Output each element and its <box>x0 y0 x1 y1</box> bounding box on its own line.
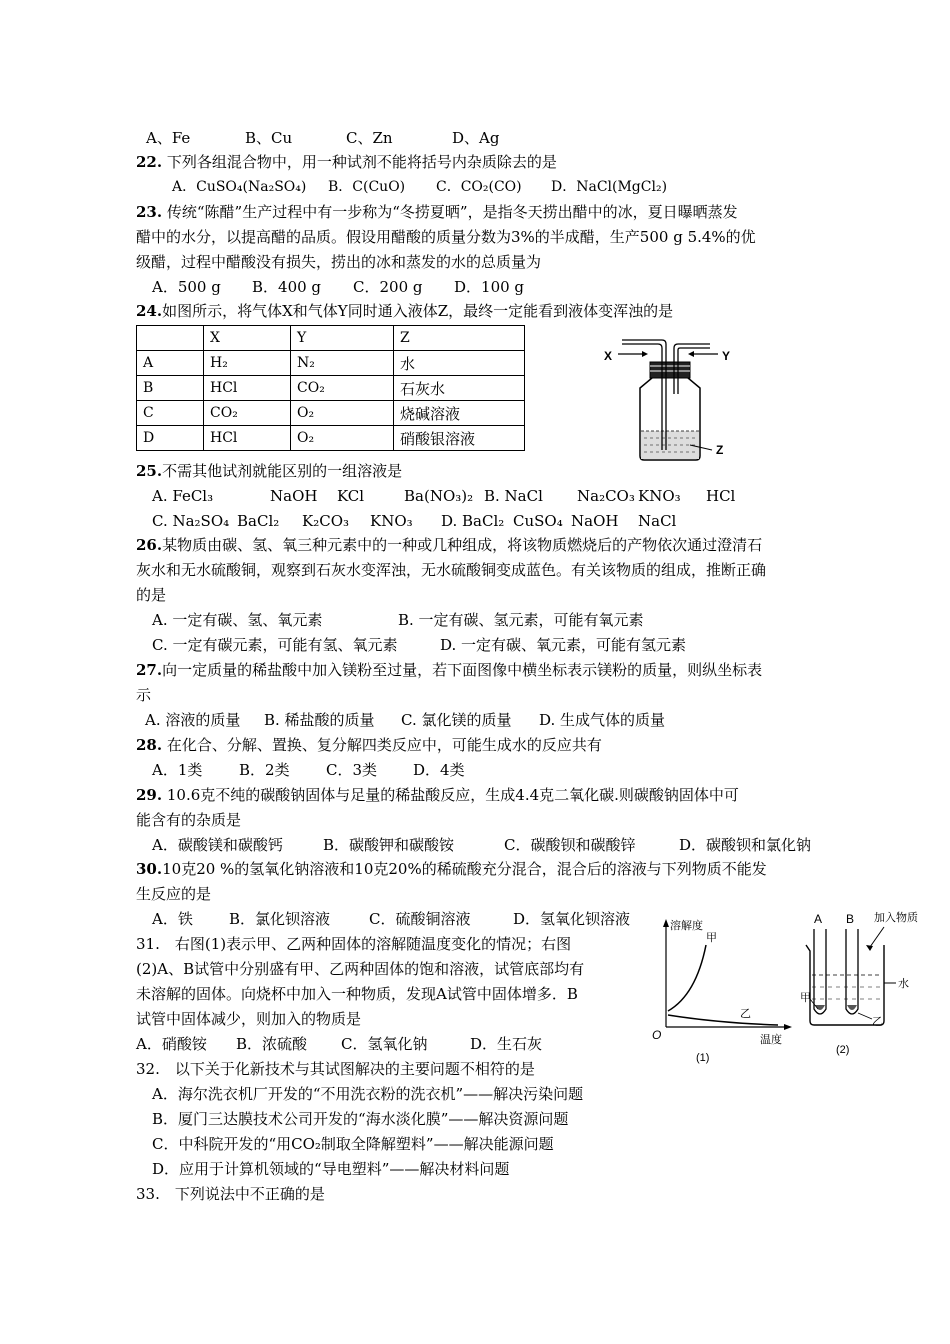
q25-b-4: HCl <box>706 487 736 505</box>
q31-option-d: D．生石灰 <box>470 1035 543 1053</box>
table-row <box>137 426 525 451</box>
q25-d-2: CuSO₄ <box>513 512 563 530</box>
table-cell: CO₂ <box>291 376 394 401</box>
q28-stem-text: 在化合、分解、置换、复分解四类反应中，可能生成水的反应共有 <box>166 736 602 754</box>
q31-fig2-tube-b: B <box>846 912 855 926</box>
q30-line1 <box>136 859 767 879</box>
table-cell: C <box>137 401 204 426</box>
q22-option-c: C．CO₂(CO) <box>436 179 522 195</box>
q32-option-d: D．应用于计算机领域的“导电塑料”——解决材料问题 <box>152 1160 510 1178</box>
q29-line2: 能含有的杂质是 <box>136 811 242 829</box>
q31-option-b: B．浓硫酸 <box>236 1035 308 1053</box>
q29-option-b: B．碳酸钾和碳酸铵 <box>323 836 455 854</box>
q26-option-d: D. 一定有碳、氧元素，可能有氢元素 <box>440 636 687 654</box>
table-cell: O₂ <box>291 401 394 426</box>
q26-line1 <box>136 535 762 555</box>
q29-number: 29. <box>136 786 163 804</box>
table-row <box>137 326 525 351</box>
table-row <box>137 401 525 426</box>
table-cell: A <box>137 351 204 376</box>
q30-option-b: B．氯化钡溶液 <box>229 910 331 928</box>
q25-d-4: NaCl <box>638 512 677 530</box>
q24-gas-bottle-figure <box>590 330 740 470</box>
q25-number: 25. <box>136 462 163 480</box>
q28-option-a: A．1类 <box>152 761 203 779</box>
table-cell: N₂ <box>291 351 394 376</box>
q21-option-b: B、Cu <box>245 129 293 147</box>
table-cell: H₂ <box>204 351 291 376</box>
q31-fig2-added: 加入物质 <box>874 912 918 924</box>
q23-option-d: D．100 g <box>454 278 525 296</box>
table-cell <box>137 326 204 351</box>
q25-c-1: C. Na₂SO₄ <box>152 512 230 530</box>
q26-line3: 的是 <box>136 586 167 604</box>
q31-fig2-solid-a: 甲 <box>800 992 811 1004</box>
q23-number: 23. <box>136 203 163 221</box>
q27-option-b: B. 稀盐酸的质量 <box>264 711 375 729</box>
table-cell: 烧碱溶液 <box>394 401 525 426</box>
q24-label-y: Y <box>722 349 731 363</box>
q25-a-4: Ba(NO₃)₂ <box>404 487 474 505</box>
q27-line1 <box>136 660 762 680</box>
q30-line2: 生反应的是 <box>136 885 212 903</box>
table-cell: CO₂ <box>204 401 291 426</box>
q26-option-b: B. 一定有碳、氢元素，可能有氧元素 <box>398 611 644 629</box>
q27-option-a: A. 溶液的质量 <box>145 711 241 729</box>
q31-line1: 31. 右图(1)表示甲、乙两种固体的溶解随温度变化的情况；右图 <box>136 935 572 953</box>
q23-option-a: A．500 g <box>152 278 221 296</box>
q25-a-1: A. FeCl₃ <box>152 487 214 505</box>
q31-fig2-caption: (2) <box>836 1044 850 1056</box>
q22-option-d: D．NaCl(MgCl₂) <box>551 179 668 195</box>
q26-option-a: A. 一定有碳、氢、氧元素 <box>152 611 323 629</box>
q25-b-3: KNO₃ <box>638 487 681 505</box>
q31-fig1-curve-a: 甲 <box>706 932 717 944</box>
q27-line2: 示 <box>136 686 152 704</box>
q30-number: 30. <box>136 860 163 878</box>
q25-b-1: B. NaCl <box>484 487 543 505</box>
q32-stem: 32. 以下关于化新技术与其试图解决的主要问题不相符的是 <box>136 1060 535 1078</box>
q28-stem <box>136 735 602 755</box>
q31-line2: (2)A、B试管中分别盛有甲、乙两种固体的饱和溶液，试管底部均有 <box>136 960 585 978</box>
table-row <box>137 376 525 401</box>
q27-option-d: D. 生成气体的质量 <box>539 711 666 729</box>
q28-number: 28. <box>136 736 163 754</box>
table-cell: X <box>204 326 291 351</box>
q28-option-b: B．2类 <box>239 761 290 779</box>
q27-number: 27. <box>136 661 163 679</box>
table-cell: 水 <box>394 351 525 376</box>
q23-option-c: C．200 g <box>353 278 423 296</box>
q31-fig1-origin: O <box>652 1028 662 1042</box>
q29-option-d: D．碳酸钡和氯化钠 <box>679 836 812 854</box>
table-cell: B <box>137 376 204 401</box>
table-row <box>137 351 525 376</box>
q24-stem <box>136 301 673 321</box>
q31-fig1-xlabel: 温度 <box>760 1034 782 1046</box>
q25-c-3: K₂CO₃ <box>302 512 350 530</box>
q22-option-b: B．C(CuO) <box>328 179 406 195</box>
q23-line3: 级醋，过程中醋酸没有损失，捞出的冰和蒸发的水的总质量为 <box>136 253 542 271</box>
q28-option-c: C．3类 <box>326 761 378 779</box>
q24-label-z: Z <box>716 443 724 457</box>
q29-line1 <box>136 785 739 805</box>
q21-option-d: D、Ag <box>452 129 500 147</box>
q24-table <box>136 325 525 451</box>
q32-option-b: B．厦门三达膜技术公司开发的“海水淡化膜”——解决资源问题 <box>152 1110 569 1128</box>
table-cell: 硝酸银溶液 <box>394 426 525 451</box>
q31-beaker-figure <box>800 905 940 1065</box>
q25-c-4: KNO₃ <box>370 512 413 530</box>
q29-line1-text: 10.6克不纯的碳酸钠固体与足量的稀盐酸反应，生成4.4克二氧化碳.则碳酸钠固体中可 <box>166 786 739 804</box>
table-cell: O₂ <box>291 426 394 451</box>
q31-line3: 未溶解的固体。向烧杯中加入一种物质，发现A试管中固体增多．B <box>136 985 578 1003</box>
q24-stem-text: 如图所示，将气体X和气体Y同时通入液体Z，最终一定能看到液体变浑浊的是 <box>162 302 674 320</box>
q25-stem <box>136 461 402 481</box>
q29-option-a: A．碳酸镁和碳酸钙 <box>152 836 283 854</box>
q26-number: 26. <box>136 536 163 554</box>
q31-option-c: C．氢氧化钠 <box>341 1035 428 1053</box>
q21-option-a: A、Fe <box>146 129 191 147</box>
q30-option-c: C．硫酸铜溶液 <box>369 910 471 928</box>
q31-fig2-water: 水 <box>898 978 909 990</box>
q25-d-3: NaOH <box>571 512 619 530</box>
q23-option-b: B．400 g <box>252 278 322 296</box>
q31-fig2-tube-a: A <box>814 912 823 926</box>
q31-fig1-curve-b: 乙 <box>740 1008 751 1020</box>
q31-fig1-ylabel: 溶解度 <box>670 920 703 932</box>
q26-line1-text: 某物质由碳、氢、氧三种元素中的一种或几种组成，将该物质燃烧后的产物依次通过澄清石 <box>162 536 763 554</box>
q33-stem: 33. 下列说法中不正确的是 <box>136 1185 325 1203</box>
q31-fig2-solid-b: 乙 <box>872 1016 883 1028</box>
q28-option-d: D．4类 <box>413 761 465 779</box>
q27-line1-text: 向一定质量的稀盐酸中加入镁粉至过量，若下面图像中横坐标表示镁粉的质量，则纵坐标表 <box>162 661 763 679</box>
q21-option-c: C、Zn <box>346 129 393 147</box>
q30-option-a: A．铁 <box>152 910 193 928</box>
q22-stem <box>136 152 557 172</box>
q25-c-2: BaCl₂ <box>237 512 280 530</box>
q31-solubility-figure <box>648 915 798 1065</box>
q30-line1-text: 10克20 %的氢氧化钠溶液和10克20%的稀硫酸充分混合，混合后的溶液与下列物质不能发 <box>162 860 767 878</box>
q25-b-2: Na₂CO₃ <box>577 487 635 505</box>
q22-number: 22. <box>136 153 163 171</box>
q27-option-c: C. 氯化镁的质量 <box>401 711 512 729</box>
q23-line1-text: 传统“陈醋”生产过程中有一步称为“冬捞夏晒”，是指冬天捞出醋中的冰，夏日曝晒蒸发 <box>166 203 738 221</box>
q31-option-a: A．硝酸铵 <box>136 1035 207 1053</box>
table-cell: HCl <box>204 376 291 401</box>
q25-a-3: KCl <box>337 487 365 505</box>
q23-line2: 醋中的水分，以提高醋的品质。假设用醋酸的质量分数为3%的半成醋，生产500 g 5.4%的优 <box>136 228 756 246</box>
table-cell: D <box>137 426 204 451</box>
q32-option-a: A．海尔洗衣机厂开发的“不用洗衣粉的洗衣机”——解决污染问题 <box>152 1085 584 1103</box>
q26-option-c: C. 一定有碳元素，可能有氢、氧元素 <box>152 636 398 654</box>
q24-label-x: X <box>604 349 613 363</box>
q25-d-1: D. BaCl₂ <box>441 512 505 530</box>
table-cell: HCl <box>204 426 291 451</box>
q31-fig1-caption: (1) <box>696 1052 710 1064</box>
q32-option-c: C．中科院开发的“用CO₂制取全降解塑料”——解决能源问题 <box>152 1135 554 1153</box>
q23-line1 <box>136 202 738 222</box>
q25-a-2: NaOH <box>270 487 318 505</box>
table-cell: Z <box>394 326 525 351</box>
q30-option-d: D．氢氧化钡溶液 <box>513 910 631 928</box>
table-cell: 石灰水 <box>394 376 525 401</box>
q22-option-a: A．CuSO₄(Na₂SO₄) <box>172 179 307 195</box>
q25-stem-text: 不需其他试剂就能区别的一组溶液是 <box>162 462 403 480</box>
q29-option-c: C．碳酸钡和碳酸锌 <box>504 836 636 854</box>
q22-stem-text: 下列各组混合物中，用一种试剂不能将括号内杂质除去的是 <box>166 153 557 171</box>
q26-line2: 灰水和无水硫酸铜，观察到石灰水变浑浊，无水硫酸铜变成蓝色。有关该物质的组成，推断正确 <box>136 561 767 579</box>
q31-line4: 试管中固体减少，则加入的物质是 <box>136 1010 362 1028</box>
q24-number: 24. <box>136 302 163 320</box>
table-cell: Y <box>291 326 394 351</box>
